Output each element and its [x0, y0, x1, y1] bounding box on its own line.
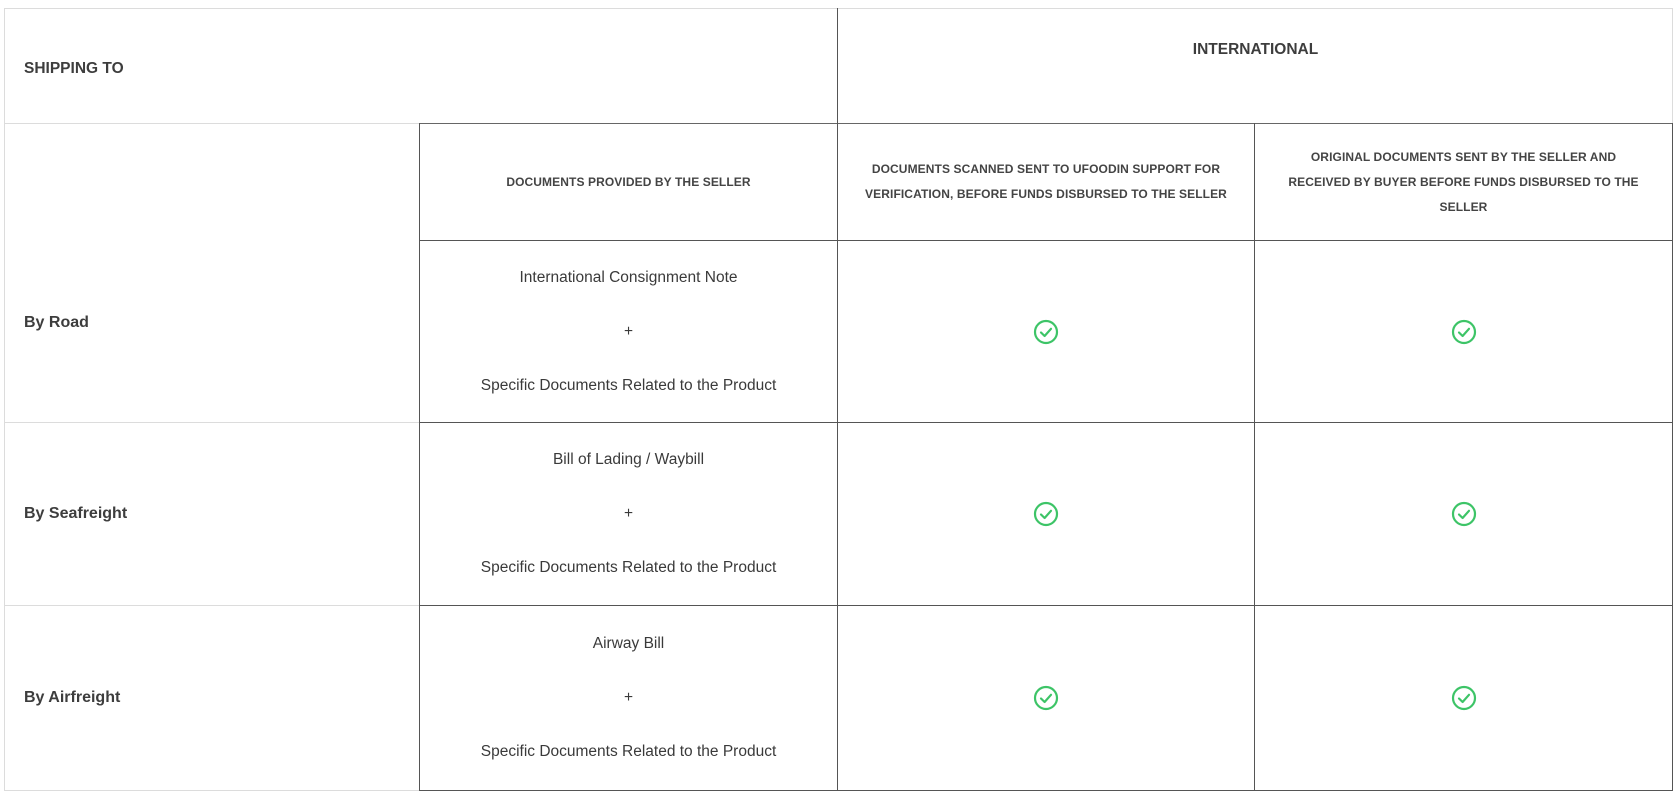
- document-name: Airway Bill: [592, 635, 665, 652]
- row-header-by-road-label: By Road: [24, 314, 89, 331]
- column-header-documents-scanned: [838, 124, 1254, 240]
- table-row-by-road-original: [1255, 241, 1672, 422]
- document-name: International Consignment Note: [519, 268, 738, 286]
- plus-sign: +: [623, 322, 634, 340]
- column-header-original-documents: [1255, 124, 1672, 240]
- check-circle-icon: [1451, 501, 1477, 527]
- extra-documents: Specific Documents Related to the Product: [480, 559, 777, 576]
- table-row-by-airfreight-scanned: [838, 606, 1254, 790]
- shipping-to-label: SHIPPING TO: [24, 59, 124, 77]
- table-row-by-seafreight-documents: [420, 423, 837, 605]
- table-row-by-seafreight-scanned: [838, 423, 1254, 605]
- shipping-to-header: [4, 8, 837, 123]
- row-header-by-road: [4, 124, 419, 422]
- column-header-documents-provided: [420, 124, 837, 240]
- extra-documents: Specific Documents Related to the Product: [480, 743, 777, 760]
- check-circle-icon: [1033, 319, 1059, 345]
- extra-documents: Specific Documents Related to the Product: [480, 376, 777, 394]
- row-header-by-airfreight-label: By Airfreight: [24, 689, 121, 706]
- check-circle-icon: [1033, 685, 1059, 711]
- table-row-by-airfreight-original: [1255, 606, 1672, 790]
- check-circle-icon: [1451, 319, 1477, 345]
- check-circle-icon: [1451, 685, 1477, 711]
- plus-sign: +: [623, 505, 634, 522]
- row-header-by-seafreight: [4, 423, 419, 605]
- check-circle-icon: [1033, 501, 1059, 527]
- table-row-by-road-scanned: [838, 241, 1254, 422]
- row-header-by-seafreight-label: By Seafreight: [24, 505, 128, 522]
- column-header-documents-provided-label: DOCUMENTS PROVIDED BY THE SELLER: [506, 174, 751, 189]
- column-header-documents-scanned-label: DOCUMENTS SCANNED SENT TO UFOODIN SUPPORT FOR VERIFICATION, BEFORE FUNDS DISBURSED TO THE SELLER: [865, 162, 1227, 201]
- table-row-by-seafreight-original: [1255, 423, 1672, 605]
- plus-sign: +: [623, 689, 634, 706]
- row-header-by-airfreight: [4, 606, 419, 790]
- table-row-by-road-documents: [420, 241, 837, 422]
- table-row-by-airfreight-documents: [420, 606, 837, 790]
- international-label: INTERNATIONAL: [1192, 41, 1319, 58]
- shipping-documents-table: [4, 8, 1673, 791]
- international-header: [838, 8, 1673, 123]
- column-header-original-documents-label: ORIGINAL DOCUMENTS SENT BY THE SELLER AND RECEIVED BY BUYER BEFORE FUNDS DISBURSED TO THE SELLER: [1288, 149, 1639, 214]
- document-name: Bill of Lading / Waybill: [552, 451, 705, 468]
